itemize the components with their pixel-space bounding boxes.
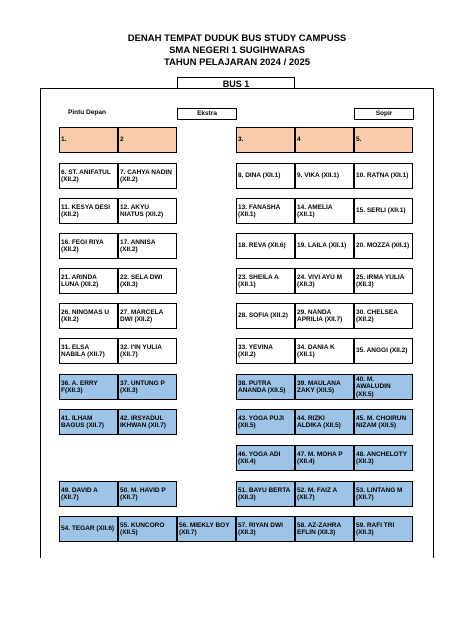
seat-label: 55. KUNCORO (XII.5) — [120, 521, 165, 536]
seat-label: 44. RIZKI ALDIKA (XII.5) — [297, 414, 341, 429]
title-line-2: SMA NEGERI 1 SUGIHWARAS — [169, 45, 305, 56]
seat-label: 23. SHEILA A (XII.1) — [238, 273, 279, 288]
seat-label: 4 — [297, 136, 301, 144]
seat-19 — [295, 233, 354, 259]
seat-label: 32. I'IN YULIA (XII.7) — [120, 343, 162, 358]
seat-label: 47. M. MOHA P (XII.4) — [297, 450, 343, 465]
seat-34 — [295, 338, 354, 364]
seat-49 — [59, 481, 118, 507]
seat-label: 29. NANDA APRILIA (XII.7) — [297, 308, 343, 323]
seat-54 — [59, 516, 118, 542]
seat-label: 56. MIEKLY BOY (XII.7) — [179, 521, 230, 536]
seat-label: 17. ANNISA (XII.2) — [120, 238, 156, 253]
seat-label: 22. SELA DWI (XII.3) — [120, 273, 163, 288]
seat-label: 41. ILHAM BAGUS (XII.7) — [61, 414, 104, 429]
seat-37 — [118, 374, 177, 400]
seat-8 — [236, 163, 295, 189]
seat-2 — [118, 127, 177, 153]
seat-21 — [59, 268, 118, 294]
seat-32 — [118, 338, 177, 364]
seat-42 — [118, 409, 177, 435]
seat-12 — [118, 198, 177, 224]
seat-47 — [295, 445, 354, 471]
door-label: Pintu Depan — [68, 109, 106, 116]
seat-label: 57. RIYAN DWI (XII.3) — [238, 521, 283, 536]
seat-33 — [236, 338, 295, 364]
seat-label: 27. MARCELA DWI (XII.2) — [120, 308, 164, 323]
seat-label: 51. BAYU BERTA (XII.3) — [238, 486, 291, 501]
seat-label: 50. M. HAVID P (XII.7) — [120, 486, 166, 501]
extra-seat-label: Ekstra — [177, 108, 237, 120]
seat-30 — [354, 303, 413, 329]
seat-22 — [118, 268, 177, 294]
seat-label: 53. LINTANG M (XII.7) — [356, 486, 403, 501]
title-line-1: DENAH TEMPAT DUDUK BUS STUDY CAMPUSS — [127, 33, 347, 44]
bus-left-border — [40, 88, 41, 558]
seat-label: 5. — [356, 136, 362, 144]
seat-53 — [354, 481, 413, 507]
seat-52 — [295, 481, 354, 507]
seat-56 — [177, 516, 236, 542]
seat-label: 13. FANASHA (XII.1) — [238, 203, 281, 218]
seat-label: 42. IRSYADUL IKHWAN (XII.7) — [120, 414, 166, 429]
seat-38 — [236, 374, 295, 400]
bus-right-border — [433, 88, 434, 558]
seat-15 — [354, 198, 413, 224]
seat-46 — [236, 445, 295, 471]
seat-59 — [354, 516, 413, 542]
seat-18 — [236, 233, 295, 259]
seat-label: 24. VIVI AYU M (XII.3) — [297, 273, 343, 288]
seat-23 — [236, 268, 295, 294]
seat-label: 33. YEVINA (XII.2) — [238, 343, 273, 358]
seat-label: 11. KESYA DESI (XII.2) — [61, 203, 111, 218]
seat-45 — [354, 409, 413, 435]
seat-57 — [236, 516, 295, 542]
seat-1 — [59, 127, 118, 153]
seat-label: 16. FEGI RIYA (XII.2) — [61, 238, 104, 253]
seat-27 — [118, 303, 177, 329]
seat-7 — [118, 163, 177, 189]
seat-label: 7. CAHYA NADIN (XII.2) — [120, 168, 172, 183]
seat-label: 12. AKYU NIATUS (XII.2) — [120, 203, 164, 218]
seat-14 — [295, 198, 354, 224]
seat-16 — [59, 233, 118, 259]
seat-3 — [236, 127, 295, 153]
seat-label: 34. DANIA K (XII.1) — [297, 343, 335, 358]
seat-6 — [59, 163, 118, 189]
seat-label: 40. M. AWALUDIN (XII.5) — [356, 375, 391, 398]
seat-label: 6. ST. ANIFATUL (XII.2) — [61, 168, 111, 183]
seat-label: 45. M. CHOIRUN NIZAM (XII.5) — [356, 414, 407, 429]
seat-label: 30. CHELSEA (XII.2) — [356, 308, 398, 323]
bus-label: BUS 1 — [177, 77, 295, 89]
seat-51 — [236, 481, 295, 507]
seat-label: 9. VIKA (XII.1) — [297, 172, 340, 180]
seat-5 — [354, 127, 413, 153]
seat-label: 46. YOGA ADI (XII.4) — [238, 450, 281, 465]
title-line-3: TAHUN PELAJARAN 2024 / 2025 — [163, 57, 311, 68]
seat-label: 1. — [61, 136, 67, 144]
seat-label: 15. SERLI (XII.1) — [356, 207, 406, 215]
seat-25 — [354, 268, 413, 294]
seat-label: 35. ANGGI (XII.2) — [356, 347, 408, 355]
seat-label: 48. ANCHELOTY (XII.3) — [356, 450, 408, 465]
seat-label: 37. UNTUNG P (XII.3) — [120, 379, 165, 394]
seat-17 — [118, 233, 177, 259]
seat-20 — [354, 233, 413, 259]
seat-label: 18. REVA (XII.6) — [238, 242, 286, 250]
seat-26 — [59, 303, 118, 329]
seat-24 — [295, 268, 354, 294]
driver-seat-label: Sopir — [354, 108, 414, 120]
seat-label: 28. SOFIA (XII.2) — [238, 312, 288, 320]
seat-label: 59. RAFI TRI (XII.3) — [356, 521, 395, 536]
seat-label: 21. ARINDA LUNA (XII.2) — [61, 273, 99, 288]
seat-label: 36. A. ERRY F(XII.3) — [61, 379, 98, 394]
seat-label: 52. M. FAIZ A (XII.7) — [297, 486, 338, 501]
seat-label: 3. — [238, 136, 244, 144]
seat-label: 39. MAULANA ZAKY (XII.5) — [297, 379, 341, 394]
seat-label: 38. PUTRA ANANDA (XII.5) — [238, 379, 286, 394]
seat-13 — [236, 198, 295, 224]
seat-28 — [236, 303, 295, 329]
seat-label: 26. NINGMAS U (XII.2) — [61, 308, 110, 323]
seat-9 — [295, 163, 354, 189]
bus-top-border — [40, 88, 433, 89]
seat-11 — [59, 198, 118, 224]
seat-label: 8. DINA (XII.1) — [238, 172, 281, 180]
seat-39 — [295, 374, 354, 400]
seat-44 — [295, 409, 354, 435]
seat-36 — [59, 374, 118, 400]
seat-label: 19. LAILA (XII.1) — [297, 242, 347, 250]
seat-4 — [295, 127, 354, 153]
seat-10 — [354, 163, 413, 189]
seat-label: 58. AZ-ZAHRA EFLIN (XII.3) — [297, 521, 342, 536]
seat-label: 25. IRMA YULIA (XII.3) — [356, 273, 405, 288]
seat-label: 43. YOGA PUJI (XII.5) — [238, 414, 284, 429]
seat-label: 49. DAVID A (XII.7) — [61, 486, 98, 501]
seat-29 — [295, 303, 354, 329]
seat-label: 2 — [120, 136, 124, 144]
seat-55 — [118, 516, 177, 542]
seat-58 — [295, 516, 354, 542]
seat-50 — [118, 481, 177, 507]
seat-label: 20. MOZZA (XII.1) — [356, 242, 410, 250]
seat-40 — [354, 374, 413, 400]
seat-label: 54. TEGAR (XII.6) — [61, 525, 115, 533]
seat-31 — [59, 338, 118, 364]
seat-label: 31. ELSA NABILA (XII.7) — [61, 343, 105, 358]
seat-label: 14. AMELIA (XII.1) — [297, 203, 333, 218]
seat-48 — [354, 445, 413, 471]
seat-43 — [236, 409, 295, 435]
seat-label: 10. RATNA (XII.1) — [356, 172, 409, 180]
seat-41 — [59, 409, 118, 435]
seat-35 — [354, 338, 413, 364]
